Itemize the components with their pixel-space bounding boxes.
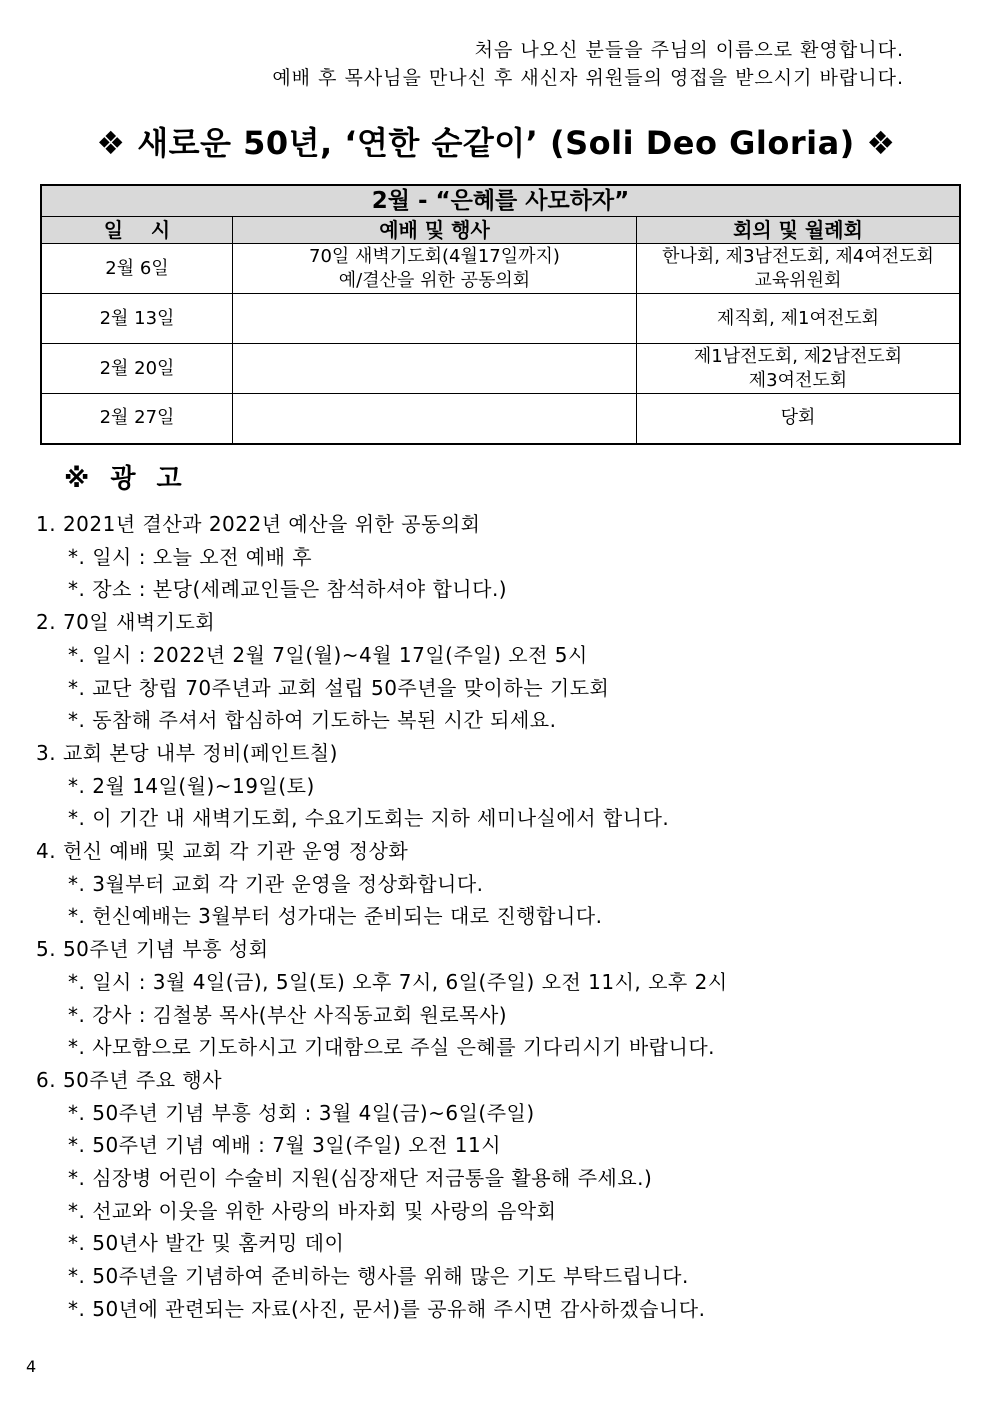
welcome-line-2: 예배 후 목사님을 만나신 후 새신자 위원들의 영접을 받으시기 바랍니다. xyxy=(272,67,904,89)
announcement-detail: *. 50주년 기념 부흥 성회 : 3월 4일(금)~6일(주일) xyxy=(68,1100,535,1125)
announcements-title: ※ 광 고 xyxy=(64,464,188,494)
header-events: 예배 및 행사 xyxy=(233,217,637,244)
meeting-line: 한나회, 제3남전도회, 제4여전도회 xyxy=(662,245,934,267)
announcement-detail: *. 동참해 주셔서 합심하여 기도하는 복된 시간 되세요. xyxy=(68,708,557,733)
announcement-detail: *. 교단 창립 70주년과 교회 설립 50주년을 맞이하는 기도회 xyxy=(68,675,610,700)
row-events xyxy=(233,344,637,394)
announcement-heading: 1. 2021년 결산과 2022년 예산을 위한 공동의회 xyxy=(36,512,481,536)
announcement-detail: *. 강사 : 김철봉 목사(부산 사직동교회 원로목사) xyxy=(68,1002,508,1027)
schedule-table xyxy=(40,184,961,445)
header-date: 일 시 xyxy=(41,217,233,244)
welcome-line-1: 처음 나오신 분들을 주님의 이름으로 환영합니다. xyxy=(474,39,904,61)
announcement-detail: *. 50년사 발간 및 홈커밍 데이 xyxy=(68,1231,345,1256)
announcement-heading: 4. 헌신 예배 및 교회 각 기관 운영 정상화 xyxy=(36,839,409,864)
announcement-item xyxy=(36,508,728,606)
announcement-detail: *. 50년에 관련되는 자료(사진, 문서)를 공유해 주시면 감사하겠습니다. xyxy=(68,1296,706,1321)
meeting-line: 제1남전도회, 제2남전도회 xyxy=(693,345,903,367)
announcement-item xyxy=(36,835,728,933)
announcement-detail: *. 심장병 어린이 수술비 지원(심장재단 저금통을 활용해 주세요.) xyxy=(68,1166,653,1191)
page-title: ❖ 새로운 50년, ‘연한 순같이’ (Soli Deo Gloria) ❖ xyxy=(96,124,896,162)
event-line: 70일 새벽기도회(4월17일까지) xyxy=(309,245,560,267)
announcement-detail: *. 일시 : 오늘 오전 예배 후 xyxy=(68,544,313,569)
meeting-line: 당회 xyxy=(780,407,816,429)
row-date: 2월 27일 xyxy=(41,394,233,444)
announcement-detail: *. 장소 : 본당(세례교인들은 참석하셔야 합니다.) xyxy=(68,577,508,602)
announcement-detail: *. 2월 14일(월)~19일(토) xyxy=(68,773,315,798)
row-events xyxy=(233,394,637,444)
table-row xyxy=(41,394,960,444)
announcement-detail: *. 이 기간 내 새벽기도회, 수요기도회는 지하 세미나실에서 합니다. xyxy=(68,806,670,831)
row-date: 2월 20일 xyxy=(41,344,233,394)
row-meetings xyxy=(637,344,961,394)
meeting-line: 교육위원회 xyxy=(754,269,842,291)
announcement-item xyxy=(36,606,728,737)
announcement-detail: *. 3월부터 교회 각 기관 운영을 정상화합니다. xyxy=(68,871,484,896)
announcement-heading: 5. 50주년 기념 부흥 성회 xyxy=(36,937,269,962)
meeting-line: 제3여전도회 xyxy=(748,369,848,391)
row-meetings xyxy=(637,244,961,294)
announcement-item xyxy=(36,933,728,1064)
announcement-heading: 3. 교회 본당 내부 정비(페인트칠) xyxy=(36,740,338,765)
announcement-detail: *. 50주년 기념 예배 : 7월 3일(주일) 오전 11시 xyxy=(68,1133,502,1158)
table-row xyxy=(41,344,960,394)
row-meetings xyxy=(637,294,961,344)
announcement-detail: *. 헌신예배는 3월부터 성가대는 준비되는 대로 진행합니다. xyxy=(68,904,603,929)
schedule-month-title: 2월 - “은혜를 사모하자” xyxy=(41,185,960,217)
announcement-detail: *. 일시 : 3월 4일(금), 5일(토) 오후 7시, 6일(주일) 오전 11시, 오후 2시 xyxy=(68,969,728,994)
announcement-detail: *. 50주년을 기념하여 준비하는 행사를 위해 많은 기도 부탁드립니다. xyxy=(68,1264,689,1289)
announcements-list xyxy=(36,508,728,1326)
header-meetings: 회의 및 월례회 xyxy=(637,217,961,244)
row-date: 2월 13일 xyxy=(41,294,233,344)
announcement-detail: *. 사모함으로 기도하시고 기대함으로 주실 은혜를 기다리시기 바랍니다. xyxy=(68,1035,715,1060)
page-number: 4 xyxy=(26,1357,37,1376)
announcement-heading: 2. 70일 새벽기도회 xyxy=(36,610,216,635)
announcement-detail: *. 선교와 이웃을 위한 사랑의 바자회 및 사랑의 음악회 xyxy=(68,1198,557,1223)
row-meetings xyxy=(637,394,961,444)
table-row xyxy=(41,294,960,344)
announcement-heading: 6. 50주년 주요 행사 xyxy=(36,1067,223,1092)
announcement-item xyxy=(36,1064,728,1326)
table-row xyxy=(41,244,960,294)
meeting-line: 제직회, 제1여전도회 xyxy=(717,307,879,329)
announcement-item xyxy=(36,737,728,835)
announcement-detail: *. 일시 : 2022년 2월 7일(월)~4월 17일(주일) 오전 5시 xyxy=(68,642,588,667)
event-line: 예/결산을 위한 공동의회 xyxy=(338,269,531,291)
row-date: 2월 6일 xyxy=(41,244,233,294)
row-events xyxy=(233,244,637,294)
welcome-message xyxy=(272,36,904,92)
row-events xyxy=(233,294,637,344)
